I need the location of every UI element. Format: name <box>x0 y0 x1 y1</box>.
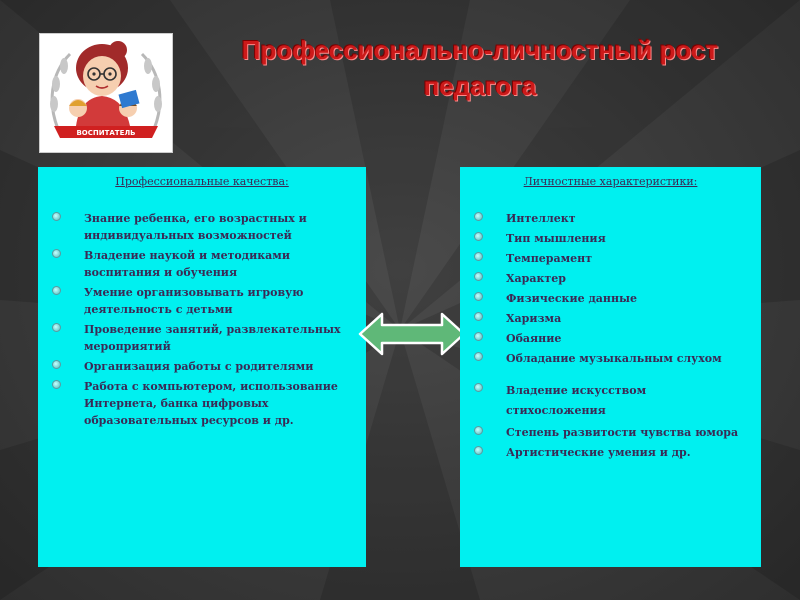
bullet-icon <box>474 446 483 455</box>
list-item: Знание ребенка, его возрастных и индивидуальных возможностей <box>52 210 352 244</box>
list-item: Темперамент <box>474 250 747 267</box>
list-item: Характер <box>474 270 747 287</box>
page-title <box>180 32 780 104</box>
list-item: Работа с компьютером, использование Интернета, банка цифровых образовательных ресурсов и др. <box>52 378 352 429</box>
bullet-icon <box>474 312 483 321</box>
bullet-icon <box>474 272 483 281</box>
list-item: Умение организовывать игровую деятельность с детьми <box>52 284 352 318</box>
teacher-illustration-icon <box>40 34 172 152</box>
personal-characteristics-heading: Личностные характеристики: <box>523 175 698 188</box>
bullet-icon <box>474 292 483 301</box>
list-item: Проведение занятий, развлекательных мероприятий <box>52 321 352 355</box>
bullet-icon <box>474 332 483 341</box>
teacher-logo <box>39 33 173 153</box>
list-item: Интеллект <box>474 210 747 227</box>
list-item: Владение наукой и методиками воспитания и обучения <box>52 247 352 281</box>
list-item: Тип мышления <box>474 230 747 247</box>
list-item: Владение искусством стихосложения <box>474 381 747 421</box>
personal-characteristics-list <box>474 210 747 461</box>
list-item: Обладание музыкальным слухом <box>474 350 747 367</box>
logo-badge-text: ВОСПИТАТЕЛЬ <box>76 129 136 137</box>
bullet-icon <box>474 212 483 221</box>
bullet-icon <box>52 286 61 295</box>
bullet-icon <box>474 232 483 241</box>
professional-qualities-panel <box>38 167 366 567</box>
professional-qualities-heading: Профессиональные качества: <box>115 175 289 188</box>
bullet-icon <box>474 383 483 392</box>
bullet-icon <box>474 426 483 435</box>
title-line-2: педагога <box>423 71 537 101</box>
list-item: Физические данные <box>474 290 747 307</box>
list-item: Степень развитости чувства юмора <box>474 424 747 441</box>
list-item: Обаяние <box>474 330 747 347</box>
bullet-icon <box>52 212 61 221</box>
list-item: Харизма <box>474 310 747 327</box>
bullet-icon <box>474 252 483 261</box>
list-item: Артистические умения и др. <box>474 444 747 461</box>
personal-characteristics-panel <box>460 167 761 567</box>
bullet-icon <box>52 323 61 332</box>
double-arrow-icon <box>358 312 466 356</box>
professional-qualities-list <box>52 210 352 429</box>
bullet-icon <box>52 360 61 369</box>
title-line-1: Профессионально-личностный рост <box>241 35 719 65</box>
bullet-icon <box>474 352 483 361</box>
bullet-icon <box>52 249 61 258</box>
bullet-icon <box>52 380 61 389</box>
list-item: Организация работы с родителями <box>52 358 352 375</box>
